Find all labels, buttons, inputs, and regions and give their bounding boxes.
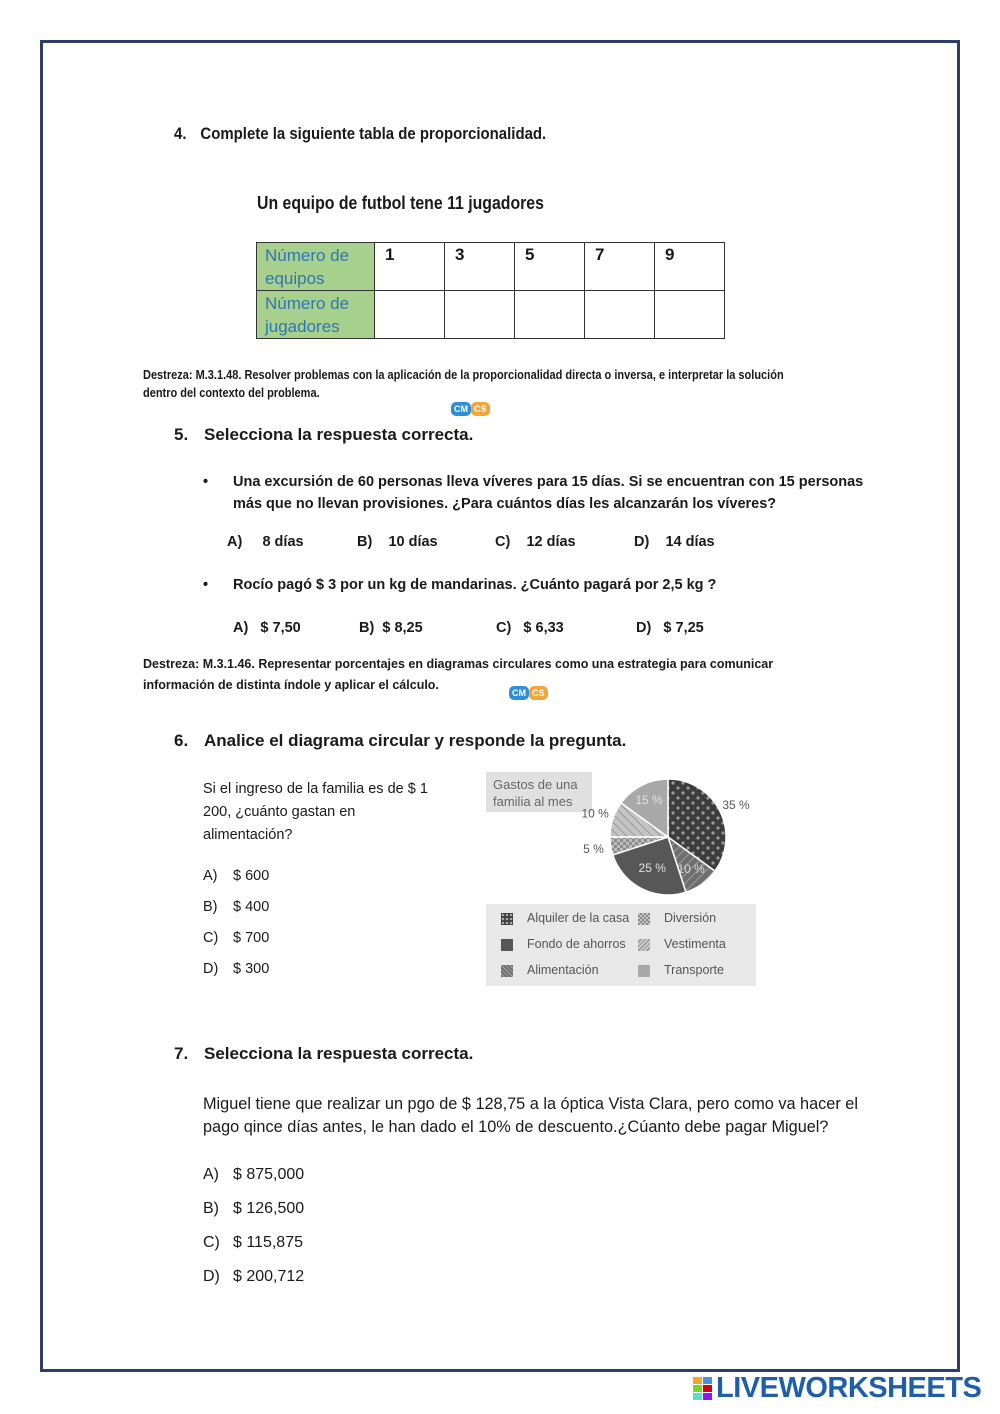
question-5-title-text: Selecciona la respuesta correcta. [204,425,474,444]
question-4-title-text: Complete la siguiente tabla de proporcionalidad. [200,124,547,143]
badges-2 [509,683,548,701]
question-7-title-text: Selecciona la respuesta correcta. [204,1044,474,1063]
answer-cell-3[interactable] [515,291,585,339]
legend-swatch [638,939,650,951]
option-a[interactable]: A) $ 7,50 [233,620,301,636]
question-6-number: 6. [174,731,189,750]
pie-label: 35 % [722,798,750,812]
option-c[interactable]: C) $ 6,33 [496,620,564,636]
destreza-1: Destreza: M.3.1.48. Resolver problemas con la aplicación de la proporcionalidad directa o inversa, e interpretar la solución dentro del contexto del problema. [143,368,784,400]
destreza-2: Destreza: M.3.1.46. Representar porcentajes en diagramas circulares como una estrategia para comunicar información de distinta índole y aplicar el cálculo. [143,657,774,692]
row-header-jugadores: Número de jugadores [257,291,375,339]
question-6-title-text: Analice el diagrama circular y responde la pregunta. [204,731,627,750]
item-1-text: Una excursión de 60 personas lleva víveres para 15 días. Si se encuentran con 15 personas más que no llevan provisiones. ¿Para cuántos días les alcanzarán los víveres? [233,474,864,512]
option-c[interactable]: C) $ 115,875 [203,1234,303,1251]
pie-label: 10 % [677,861,705,876]
table-row [257,243,725,291]
option-b[interactable]: B) $ 126,500 [203,1200,305,1217]
table-cell: 9 [655,243,725,291]
question-4-title [174,124,546,144]
pie-chart [560,770,760,900]
option-a[interactable]: A) $ 600 [203,868,270,884]
question-5-item-1 [203,471,873,515]
pie-label: 10 % [581,806,609,821]
chart-title: Gastos de una familia al mes [493,777,578,809]
question-4-subtitle: Un equipo de futbol tene 11 jugadores [257,193,544,213]
table-cell: 1 [375,243,445,291]
option-d[interactable]: D) $ 300 [203,961,270,977]
legend-label: Vestimenta [664,937,726,951]
bullet-icon: • [203,577,209,593]
badge-cm: CM [451,402,471,416]
badge-cm: CM [509,686,529,700]
legend-swatch [501,939,513,951]
table-row [257,291,725,339]
legend-swatch [638,913,650,925]
table-cell: 5 [515,243,585,291]
legend-item [664,911,716,925]
option-a[interactable]: A) $ 875,000 [203,1166,305,1183]
question-7-text: Miguel tiene que realizar un pgo de $ 128,75 a la óptica Vista Clara, pero como va hacer el pago qince días antes, le han dado el 10% de descuento.¿Cúanto debe pagar Miguel? [203,1095,858,1136]
question-5-number: 5. [174,425,189,444]
item-2-text: Rocío pagó $ 3 por un kg de mandarinas. ¿Cuánto pagará por 2,5 kg ? [233,577,717,593]
option-d[interactable]: D) $ 7,25 [636,620,704,636]
question-7-title [174,1044,473,1064]
option-c[interactable]: C) 12 días [495,534,576,550]
answer-cell-5[interactable] [655,291,725,339]
bullet-icon: • [203,474,209,490]
option-b[interactable]: B) 10 días [357,534,438,550]
proportion-table [256,242,725,339]
legend-label: Fondo de ahorros [527,937,626,951]
option-d[interactable]: D) 14 días [634,534,715,550]
answer-cell-4[interactable] [585,291,655,339]
legend-label: Alimentación [527,963,599,977]
legend-label: Transporte [664,963,724,977]
legend-swatch [501,965,513,977]
badge-cs: CS [529,686,548,700]
question-6-text: Si el ingreso de la familia es de $ 1 200, ¿cuánto gastan en alimentación? [203,781,428,843]
legend-item [527,911,629,925]
option-b[interactable]: B) $ 400 [203,899,270,915]
legend-label: Alquiler de la casa [527,911,630,925]
question-4-number: 4. [174,124,187,143]
question-6-title [174,731,626,751]
liveworksheets-logo-icon [693,1377,713,1401]
page-border [40,40,960,1372]
badge-cs: CS [471,402,490,416]
legend-swatch [501,913,513,925]
question-7-number: 7. [174,1044,189,1063]
pie-label: 5 % [583,841,604,856]
legend-swatch [638,965,650,977]
legend-item [527,937,626,951]
answer-cell-1[interactable] [375,291,445,339]
badges-1 [451,399,490,417]
legend-item [664,937,726,951]
answer-cell-2[interactable] [445,291,515,339]
legend-item [664,963,724,977]
liveworksheets-brand: LIVEWORKSHEETS [716,1372,982,1404]
question-5-item-2 [203,574,873,596]
option-d[interactable]: D) $ 200,712 [203,1268,305,1285]
option-b[interactable]: B) $ 8,25 [359,620,423,636]
legend-label: Diversión [664,911,717,925]
option-a[interactable]: A) 8 días [227,534,304,550]
pie-label: 15 % [635,792,663,807]
legend-item [527,963,599,977]
option-c[interactable]: C) $ 700 [203,930,270,946]
table-cell: 3 [445,243,515,291]
question-5-title [174,425,473,445]
pie-label: 25 % [638,861,666,876]
row-header-equipos: Número de equipos [257,243,375,291]
table-cell: 7 [585,243,655,291]
